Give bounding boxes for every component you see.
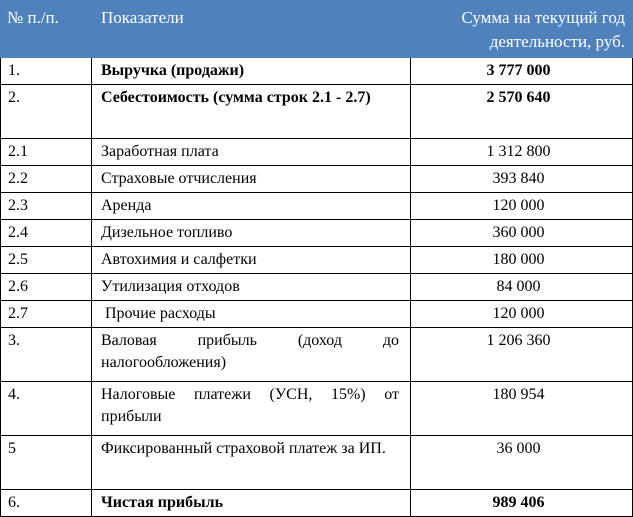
row-name bbox=[92, 301, 411, 328]
table-row bbox=[1, 85, 633, 139]
header-number: № п./п. bbox=[1, 1, 92, 58]
row-number: 2. bbox=[1, 85, 92, 139]
row-name: Себестоимость (сумма строк 2.1 - 2.7) bbox=[92, 85, 411, 139]
row-name: Автохимия и салфетки bbox=[92, 247, 411, 274]
table-row bbox=[1, 247, 633, 274]
table-row bbox=[1, 274, 633, 301]
row-name: Страховые отчисления bbox=[92, 166, 411, 193]
row-value: 180 954 bbox=[411, 382, 633, 436]
row-number: 2.6 bbox=[1, 274, 92, 301]
row-value: 393 840 bbox=[411, 166, 633, 193]
table-row bbox=[1, 328, 633, 382]
table-row bbox=[1, 58, 633, 85]
table-row bbox=[1, 382, 633, 436]
row-number: 2.2 bbox=[1, 166, 92, 193]
row-number: 2.5 bbox=[1, 247, 92, 274]
row-value: 360 000 bbox=[411, 220, 633, 247]
row-value: 180 000 bbox=[411, 247, 633, 274]
row-name: Дизельное топливо bbox=[92, 220, 411, 247]
table-row bbox=[1, 490, 633, 517]
row-name: Налоговые платежи (УСН, 15%) от прибыли bbox=[92, 382, 411, 436]
row-name: Аренда bbox=[92, 193, 411, 220]
table-row bbox=[1, 193, 633, 220]
row-name: Выручка (продажи) bbox=[92, 58, 411, 85]
row-name: Чистая прибыль bbox=[92, 490, 411, 517]
header-indicators: Показатели bbox=[92, 1, 411, 58]
table-row bbox=[1, 436, 633, 490]
row-name: Валовая прибыль (доход до налогообложения) bbox=[92, 328, 411, 382]
row-name: Заработная плата bbox=[92, 139, 411, 166]
row-value: 3 777 000 bbox=[411, 58, 633, 85]
row-value: 2 570 640 bbox=[411, 85, 633, 139]
row-value: 36 000 bbox=[411, 436, 633, 490]
row-number: 6. bbox=[1, 490, 92, 517]
row-number: 2.1 bbox=[1, 139, 92, 166]
table-row bbox=[1, 166, 633, 193]
row-number: 2.4 bbox=[1, 220, 92, 247]
header-sum: Сумма на текущий год деятельности, руб. bbox=[411, 1, 633, 58]
row-number: 2.7 bbox=[1, 301, 92, 328]
row-name-text: Прочие расходы bbox=[105, 305, 216, 322]
table-row bbox=[1, 139, 633, 166]
row-value: 1 206 360 bbox=[411, 328, 633, 382]
row-value: 120 000 bbox=[411, 193, 633, 220]
row-number: 5 bbox=[1, 436, 92, 490]
table-header-row bbox=[1, 1, 633, 58]
row-number: 4. bbox=[1, 382, 92, 436]
row-name: Фиксированный страховой платеж за ИП. bbox=[92, 436, 411, 490]
row-name: Утилизация отходов bbox=[92, 274, 411, 301]
row-value: 1 312 800 bbox=[411, 139, 633, 166]
row-value: 120 000 bbox=[411, 301, 633, 328]
row-number: 2.3 bbox=[1, 193, 92, 220]
row-number: 1. bbox=[1, 58, 92, 85]
row-value: 84 000 bbox=[411, 274, 633, 301]
row-value: 989 406 bbox=[411, 490, 633, 517]
table-row bbox=[1, 301, 633, 328]
table-row bbox=[1, 220, 633, 247]
row-number: 3. bbox=[1, 328, 92, 382]
